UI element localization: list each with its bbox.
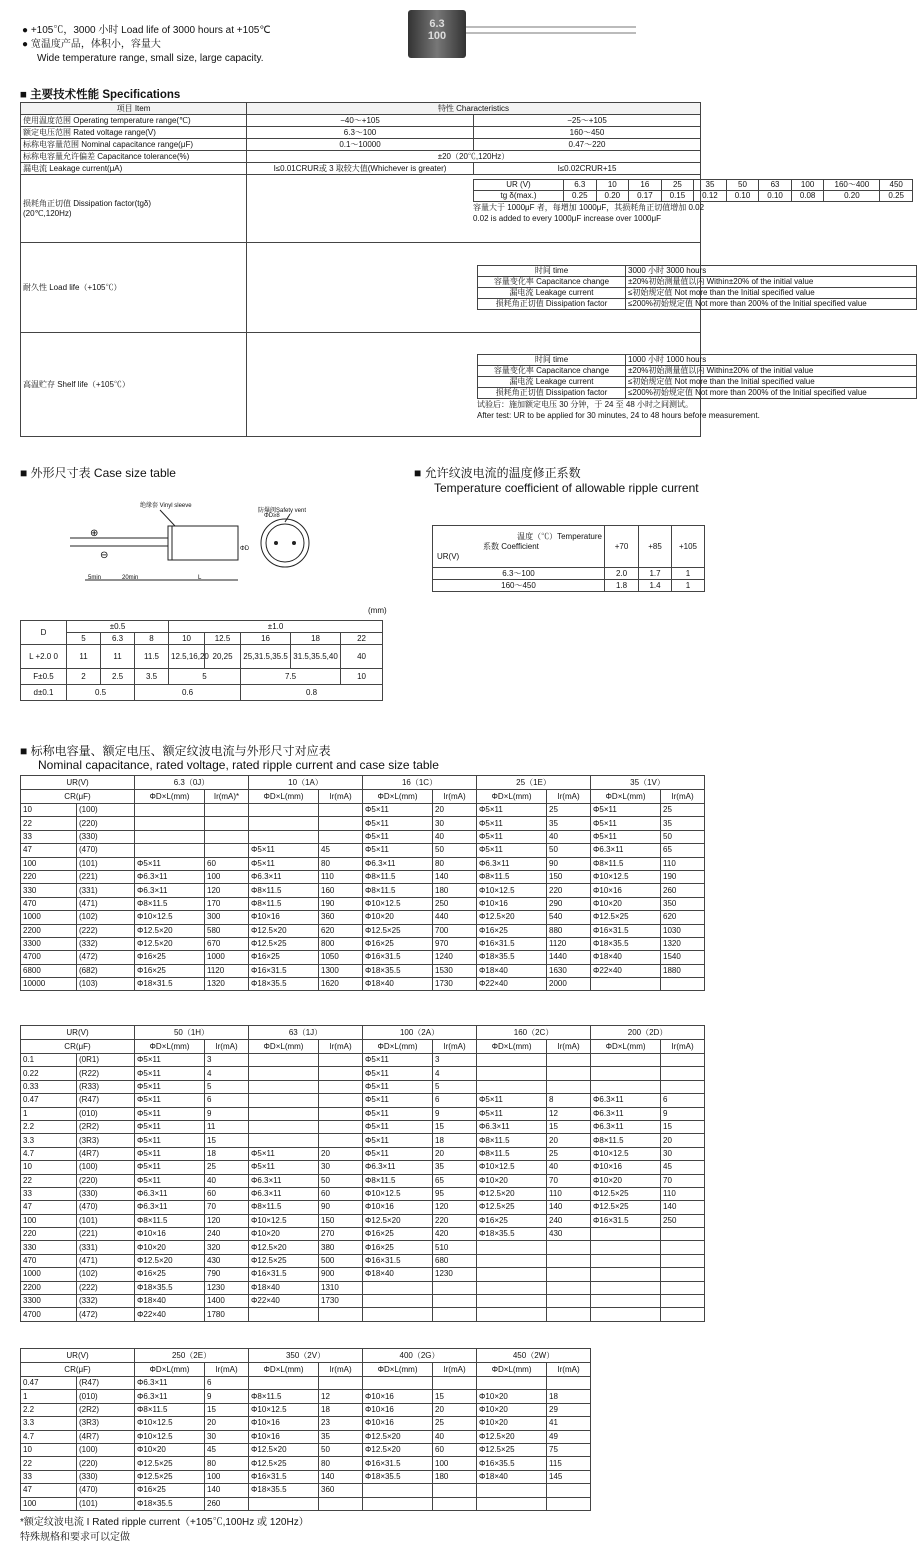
- table-row: 6800 (682) Φ16×25 1120 Φ16×31.5 1300 Φ18×35.5 1530 Φ18×40 1630 Φ22×40 1880: [21, 964, 705, 977]
- table-row: 2.2 (2R2) Φ8×11.5 15 Φ10×12.5 18 Φ10×16 20 Φ10×20 29: [21, 1403, 591, 1416]
- svg-text:⊕: ⊕: [90, 528, 99, 539]
- table-row: 100 (101) Φ8×11.5 120 Φ10×12.5 150 Φ12.5×20 220 Φ16×25 240 Φ16×31.5 250: [21, 1214, 705, 1227]
- lead-wire: [466, 32, 636, 34]
- table-row: 33 (330) Φ6.3×11 60 Φ6.3×11 60 Φ10×12.5 95 Φ12.5×20 110 Φ12.5×25 110: [21, 1187, 705, 1200]
- df-table: UR (V) 6.3 10 16 25 35 50 63 100 160～400 450 tg δ(max.) 0.25 0.20 0.17 0.15 0.12 0.10 0.10 0.08 0.20 0.25: [473, 179, 913, 202]
- case-size-table: D ±0.5 ±1.0 5 6.3 8 10 12.5 16 18 22 L +2.0 0 11 11 11.5 12.5,16,20 20,25 25,31.5,35.5 31.5,35.5,40 40 F±0.5 2 2.5 3.5 5 7.5 10 d±0.1 0.5 0.6 0.8: [20, 620, 383, 701]
- nominal-title-2: Nominal capacitance, rated voltage, rated ripple current and case size table: [38, 758, 439, 772]
- table-row: 33 (330) Φ5×11 40 Φ5×11 40 Φ5×11 50: [21, 830, 705, 843]
- table-row: 3.3 (3R3) Φ5×11 15 Φ5×11 18 Φ8×11.5 20 Φ8×11.5 20: [21, 1134, 705, 1147]
- nominal-table-t1: UR(V) 6.3（0J） 10（1A） 16（1C） 25（1E） 35（1V） CR(μF) ΦD×L(mm) Ir(mA)* ΦD×L(mm) Ir(mA) ΦD×L(mm) Ir(mA) ΦD×L(mm) Ir(mA) ΦD×L(mm) Ir(mA) 10 (100) Φ5×11 20 Φ5×11 25 Φ5×11 25 22 (220) Φ5×11 30 Φ5×11 35 Φ5×11 35 33 (330) Φ5×11 40 Φ5×11 40 Φ5×11 50 47 (470) Φ5×11 45 Φ5×11 50 Φ5×11 50 Φ6.3×11 65 100 (101) Φ5×11 60 Φ5×11 80 Φ6.3×11 80 Φ6.3×11 90 Φ8×11.5 110 220 (221) Φ6.3×11 100 Φ6.3×11 110 Φ8×11.5 140 Φ8×11.5 150 Φ10×12.5 190 330 (331) Φ6.3×11 120 Φ8×11.5 160 Φ8×11.5 180 Φ10×12.5 220 Φ10×16 260 470 (471) Φ8×11.5 170 Φ8×11.5 190 Φ10×12.5 250 Φ10×16 290 Φ10×20 350 1000 (102) Φ10×12.5 300 Φ10×16 360 Φ10×20 440 Φ12.5×20 540 Φ12.5×25 620 2200 (222) Φ12.5×20 580 Φ12.5×20 620 Φ12.5×25 700 Φ16×25 880 Φ16×31.5 1030 3300 (332) Φ12.5×20 670 Φ12.5×25 800 Φ16×25 970 Φ16×31.5 1120 Φ18×35.5 1320 4700 (472) Φ16×25 1000 Φ16×25 1050 Φ16×31.5 1240 Φ18×35.5 1440 Φ18×40 1540 6800 (682) Φ16×25 1120 Φ16×31.5 1300 Φ18×35.5 1530 Φ18×40 1630 Φ22×40 1880 10000 (103) Φ18×31.5 1320 Φ18×35.5 1620 Φ18×40 1730 Φ22×40 2000: [20, 775, 705, 991]
- table-row: 10 (100) Φ10×20 45 Φ12.5×20 50 Φ12.5×20 60 Φ12.5×25 75: [21, 1443, 591, 1456]
- specs-title: ■ 主要技术性能 Specifications: [20, 89, 181, 101]
- table-row: 100 (101) Φ5×11 60 Φ5×11 80 Φ6.3×11 80 Φ6.3×11 90 Φ8×11.5 110: [21, 857, 705, 870]
- table-row: 100 (101) Φ18×35.5 260: [21, 1497, 591, 1510]
- table-row: 0.47 (R47) Φ5×11 6 Φ5×11 6 Φ5×11 8 Φ6.3×11 6: [21, 1094, 705, 1107]
- case-title: ■ 外形尺寸表 Case size table: [20, 466, 176, 480]
- table-row: 10 (100) Φ5×11 20 Φ5×11 25 Φ5×11 25: [21, 804, 705, 817]
- footnote-ripple: *额定纹波电流 I Rated ripple current（+105℃,100Hz 或 120Hz）: [20, 1517, 309, 1528]
- ripple-title-1: ■ 允许纹波电流的温度修正系数: [414, 466, 581, 480]
- table-row: 2200 (222) Φ18×35.5 1230 Φ18×40 1310: [21, 1281, 705, 1294]
- table-row: 0.22 (R22) Φ5×11 4 Φ5×11 4: [21, 1067, 705, 1080]
- table-row: 3.3 (3R3) Φ10×12.5 20 Φ10×16 23 Φ10×16 25 Φ10×20 41: [21, 1417, 591, 1430]
- table-row: 4.7 (4R7) Φ10×12.5 30 Φ10×16 35 Φ12.5×20 40 Φ12.5×20 49: [21, 1430, 591, 1443]
- vent-label: 防爆阀Safety vent: [258, 508, 307, 514]
- vent-d-label: ΦD≥8: [264, 513, 280, 519]
- table-row: 33 (330) Φ12.5×25 100 Φ16×31.5 140 Φ18×35.5 180 Φ18×40 145: [21, 1470, 591, 1483]
- table-row: 22 (220) Φ12.5×25 80 Φ12.5×25 80 Φ16×31.5 100 Φ16×35.5 115: [21, 1457, 591, 1470]
- table-row: 1000 (102) Φ16×25 790 Φ16×31.5 900 Φ18×40 1230: [21, 1268, 705, 1281]
- min20-label: 20min: [122, 575, 139, 581]
- table-row: 220 (221) Φ10×16 240 Φ10×20 270 Φ16×25 420 Φ18×35.5 430: [21, 1228, 705, 1241]
- nominal-table-t3: UR(V) 250（2E） 350（2V） 400（2G） 450（2W） CR(μF) ΦD×L(mm) Ir(mA) ΦD×L(mm) Ir(mA) ΦD×L(mm) Ir(mA) ΦD×L(mm) Ir(mA) 0.47 (R47) Φ6.3×11 6 1 (010) Φ6.3×11 9 Φ8×11.5 12 Φ10×16 15 Φ10×20 18 2.2 (2R2) Φ8×11.5 15 Φ10×12.5 18 Φ10×16 20 Φ10×20 29 3.3 (3R3) Φ10×12.5 20 Φ10×16 23 Φ10×16 25 Φ10×20 41 4.7 (4R7) Φ10×12.5 30 Φ10×16 35 Φ12.5×20 40 Φ12.5×20 49 10 (100) Φ10×20 45 Φ12.5×20 50 Φ12.5×20 60 Φ12.5×25 75 22 (220) Φ12.5×25 80 Φ12.5×25 80 Φ16×31.5 100 Φ16×35.5 115 33 (330) Φ12.5×25 100 Φ16×31.5 140 Φ18×35.5 180 Φ18×40 145 47 (470) Φ16×25 140 Φ18×35.5 360 100 (101) Φ18×35.5 260: [20, 1348, 591, 1511]
- table-row: 47 (470) Φ5×11 45 Φ5×11 50 Φ5×11 50 Φ6.3×11 65: [21, 844, 705, 857]
- table-row: 47 (470) Φ16×25 140 Φ18×35.5 360: [21, 1484, 591, 1497]
- table-row: 0.33 (R33) Φ5×11 5 Φ5×11 5: [21, 1080, 705, 1093]
- table-row: 4700 (472) Φ22×40 1780: [21, 1308, 705, 1321]
- footnote-custom: 特殊规格和要求可以定做: [20, 1532, 130, 1543]
- table-row: 330 (331) Φ10×20 320 Φ12.5×20 380 Φ16×25 510: [21, 1241, 705, 1254]
- table-row: 2200 (222) Φ12.5×20 580 Φ12.5×20 620 Φ12.5×25 700 Φ16×25 880 Φ16×31.5 1030: [21, 924, 705, 937]
- table-row: 0.1 (0R1) Φ5×11 3 Φ5×11 3: [21, 1054, 705, 1067]
- svg-text:⊖: ⊖: [100, 550, 109, 561]
- table-row: 0.47 (R47) Φ6.3×11 6: [21, 1377, 591, 1390]
- table-row: 3300 (332) Φ12.5×20 670 Φ12.5×25 800 Φ16×25 970 Φ16×31.5 1120 Φ18×35.5 1320: [21, 937, 705, 950]
- load-life-table: 时间 time 3000 小时 3000 hours 容量变化率 Capacitance change ±20%初始测量值以内 Within±20% of the initial value 漏电流 Leakage current ≤初始规定值 Not more than the Initial specified value 损耗角正切值 Dissipation factor ≤200%初始规定值 Not more than 200% of the Initial specified value: [477, 265, 917, 310]
- specs-table: 项目 Item 特性 Characteristics 使用温度范围 Operating temperature range(℃) −40～+105 −25～+105 额定电压范围 Rated voltage range(V) 6.3～100 160～450 标称电容量范围 Nominal capacitance range(μF) 0.1～10000 0.47～220 标称电容量允许偏差 Capacitance tolerance(%) ±20（20℃,120Hz） 漏电流 Leakage current(μA) I≤0.01CRUR或 3 取较大值(Whichever is greater) I≤0.02CRUR+15 损耗角正切值 Dissipation factor(tgδ) (20℃,120Hz) UR (V) 6.3 10 16 25 35 50 63 100 160～400 450 tg δ(max.) 0.25 0.20 0.17 0.15 0.12 0.10 0.10 0.08 0.20 0.25 容量大于 1000μF 者，每增加 1000μF，其损耗角正切值增加 0.02 0.02 is added to every 1000μF increase over 1000μF 耐久性 Load life（+105℃） 时间 time 3000 小时 3000 hours 容量变化率 Capacitance change ±20%初始测量值以内 Within±20% of the initial value 漏电流 Leakage current ≤初始规定值 Not more than the Initial specified value 损耗角正切值 Dissipation factor ≤200%初始规定值 Not more than 200% of the Initial specified value 高温贮存 Shelf life（+105℃） 时间 time 1000 小时 1000 hours 容量变化率 Capacitance change ±20%初始测量值以内 Within±20% of the initial value 漏电流 Leakage current ≤初始规定值 Not more than the Initial specified value 损耗角正切值 Dissipation factor ≤200%初始规定值 Not more than 200% of the Initial specified value 试验后：施加额定电压 30 分钟，于 24 至 48 小时之间测试。 After test: UR to be applied for 30 minutes, 24 to 48 hours before measurement.: [20, 102, 701, 437]
- intro-line-2: ● 宽温度产品，体积小，容量大: [22, 39, 161, 50]
- unit-label: (mm): [368, 606, 387, 615]
- d-label: ΦD: [240, 546, 250, 552]
- table-row: 1000 (102) Φ10×12.5 300 Φ10×16 360 Φ10×20 440 Φ12.5×20 540 Φ12.5×25 620: [21, 911, 705, 924]
- table-row: 10000 (103) Φ18×31.5 1320 Φ18×35.5 1620 Φ18×40 1730 Φ22×40 2000: [21, 978, 705, 991]
- table-row: 22 (220) Φ5×11 40 Φ6.3×11 50 Φ8×11.5 65 Φ10×20 70 Φ10×20 70: [21, 1174, 705, 1187]
- table-row: 3300 (332) Φ18×40 1400 Φ22×40 1730: [21, 1295, 705, 1308]
- intro-line-3: Wide temperature range, small size, large capacity.: [37, 53, 264, 64]
- nominal-table-t2: UR(V) 50（1H） 63（1J） 100（2A） 160（2C） 200（2D） CR(μF) ΦD×L(mm) Ir(mA) ΦD×L(mm) Ir(mA) ΦD×L(mm) Ir(mA) ΦD×L(mm) Ir(mA) ΦD×L(mm) Ir(mA) 0.1 (0R1) Φ5×11 3 Φ5×11 3 0.22 (R22) Φ5×11 4 Φ5×11 4 0.33 (R33) Φ5×11 5 Φ5×11 5 0.47 (R47) Φ5×11 6 Φ5×11 6 Φ5×11 8 Φ6.3×11 6 1 (010) Φ5×11 9 Φ5×11 9 Φ5×11 12 Φ6.3×11 9 2.2 (2R2) Φ5×11 11 Φ5×11 15 Φ6.3×11 15 Φ6.3×11 15 3.3 (3R3) Φ5×11 15 Φ5×11 18 Φ8×11.5 20 Φ8×11.5 20 4.7 (4R7) Φ5×11 18 Φ5×11 20 Φ5×11 20 Φ8×11.5 25 Φ10×12.5 30 10 (100) Φ5×11 25 Φ5×11 30 Φ6.3×11 35 Φ10×12.5 40 Φ10×16 45 22 (220) Φ5×11 40 Φ6.3×11 50 Φ8×11.5 65 Φ10×20 70 Φ10×20 70 33 (330) Φ6.3×11 60 Φ6.3×11 60 Φ10×12.5 95 Φ12.5×20 110 Φ12.5×25 110 47 (470) Φ6.3×11 70 Φ8×11.5 90 Φ10×16 120 Φ12.5×25 140 Φ12.5×25 140 100 (101) Φ8×11.5 120 Φ10×12.5 150 Φ12.5×20 220 Φ16×25 240 Φ16×31.5 250 220 (221) Φ10×16 240 Φ10×20 270 Φ16×25 420 Φ18×35.5 430 330 (331) Φ10×20 320 Φ12.5×20 380 Φ16×25 510 470 (471) Φ12.5×20 430 Φ12.5×25 500 Φ16×31.5 680 1000 (102) Φ16×25 790 Φ16×31.5 900 Φ18×40 1230 2200 (222) Φ18×35.5 1230 Φ18×40 1310 3300 (332) Φ18×40 1400 Φ22×40 1730 4700 (472) Φ22×40 1780: [20, 1025, 705, 1322]
- capacitor-photo: 6.3 100: [408, 10, 466, 58]
- table-row: 220 (221) Φ6.3×11 100 Φ6.3×11 110 Φ8×11.5 140 Φ8×11.5 150 Φ10×12.5 190: [21, 870, 705, 883]
- table-row: 10 (100) Φ5×11 25 Φ5×11 30 Φ6.3×11 35 Φ10×12.5 40 Φ10×16 45: [21, 1161, 705, 1174]
- table-row: 1 (010) Φ5×11 9 Φ5×11 9 Φ5×11 12 Φ6.3×11 9: [21, 1107, 705, 1120]
- nominal-title-1: ■ 标称电容量、额定电压、额定纹波电流与外形尺寸对应表: [20, 744, 331, 758]
- table-row: 4.7 (4R7) Φ5×11 18 Φ5×11 20 Φ5×11 20 Φ8×11.5 25 Φ10×12.5 30: [21, 1147, 705, 1160]
- table-row: 470 (471) Φ8×11.5 170 Φ8×11.5 190 Φ10×12.5 250 Φ10×16 290 Φ10×20 350: [21, 897, 705, 910]
- sleeve-label: 绝缘套 Vinyl sleeve: [140, 503, 192, 509]
- table-row: 2.2 (2R2) Φ5×11 11 Φ5×11 15 Φ6.3×11 15 Φ6.3×11 15: [21, 1120, 705, 1133]
- lead-wire: [466, 26, 636, 28]
- l-label: L: [198, 575, 202, 581]
- min5-label: 5min: [88, 575, 102, 581]
- ripple-table: 温度（℃）Temperature 系数 Coefficient UR(V) +70 +85 +105 6.3～100 2.0 1.7 1 160～450 1.8 1.4 1: [432, 525, 705, 592]
- table-row: 22 (220) Φ5×11 30 Φ5×11 35 Φ5×11 35: [21, 817, 705, 830]
- intro-line-1: ● +105℃，3000 小时 Load life of 3000 hours at +105℃: [22, 25, 271, 36]
- table-row: 470 (471) Φ12.5×20 430 Φ12.5×25 500 Φ16×31.5 680: [21, 1254, 705, 1267]
- ripple-title-2: Temperature coefficient of allowable ripple current: [434, 481, 699, 495]
- table-row: 1 (010) Φ6.3×11 9 Φ8×11.5 12 Φ10×16 15 Φ10×20 18: [21, 1390, 591, 1403]
- shelf-life-table: 时间 time 1000 小时 1000 hours 容量变化率 Capacitance change ±20%初始测量值以内 Within±20% of the initial value 漏电流 Leakage current ≤初始规定值 Not more than the Initial specified value 损耗角正切值 Dissipation factor ≤200%初始规定值 Not more than 200% of the Initial specified value: [477, 354, 917, 399]
- table-row: 330 (331) Φ6.3×11 120 Φ8×11.5 160 Φ8×11.5 180 Φ10×12.5 220 Φ10×16 260: [21, 884, 705, 897]
- table-row: 4700 (472) Φ16×25 1000 Φ16×25 1050 Φ16×31.5 1240 Φ18×35.5 1440 Φ18×40 1540: [21, 951, 705, 964]
- table-row: 47 (470) Φ6.3×11 70 Φ8×11.5 90 Φ10×16 120 Φ12.5×25 140 Φ12.5×25 140: [21, 1201, 705, 1214]
